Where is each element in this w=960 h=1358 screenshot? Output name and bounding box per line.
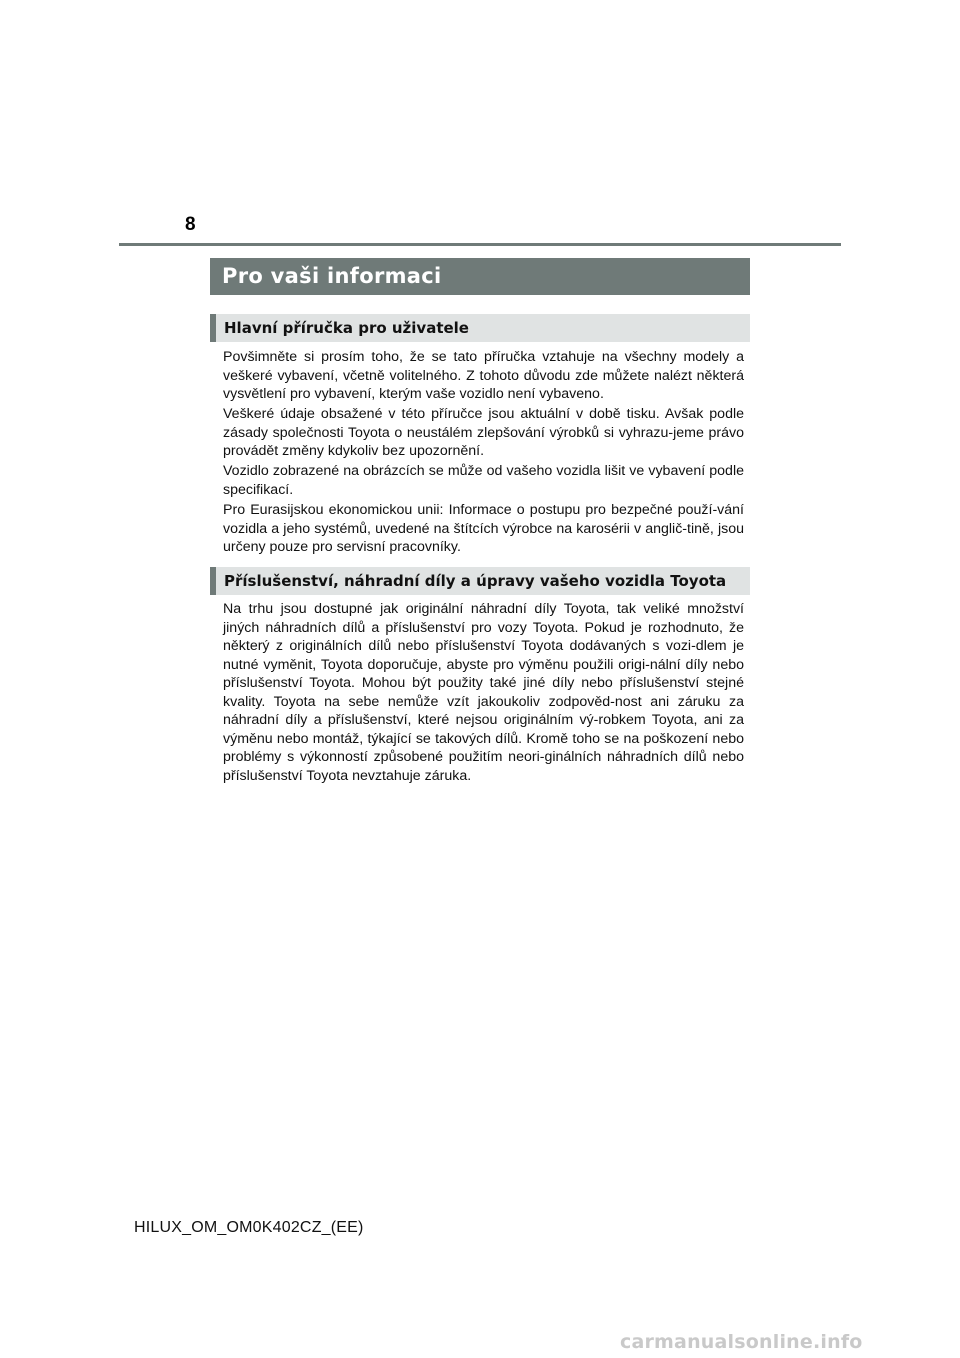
paragraph-models: Povšimněte si prosím toho, že se tato příručka vztahuje na všechny modely a veškeré vybavení, včetně volitelného. Z tohoto důvodu zde můžete nalézt některá vysvětlení pro vybavení, kterým vaše vozidlo není vybaveno. [223, 349, 744, 402]
paragraph-eurasian-union: Pro Eurasijskou ekonomickou unii: Informace o postupu pro bezpečné použí-vání vozidla a jeho systémů, uvedené na štítcích výrobce na karosérii v anglič-tině, jsou určeny pouze pro servisní pracovníky. [223, 502, 744, 555]
footer-document-code: HILUX_OM_OM0K402CZ_(EE) [134, 1219, 364, 1236]
page-number: 8 [185, 214, 196, 235]
chapter-title: Pro vaši informaci [210, 258, 750, 295]
paragraph-illustrations: Vozidlo zobrazené na obrázcích se může od vašeho vozidla lišit ve vybavení podle specifikací. [223, 463, 744, 498]
paragraph-print-date: Veškeré údaje obsažené v této příručce jsou aktuální v době tisku. Avšak podle zásady společnosti Toyota o neustálém zlepšování výrobků si vyhrazu-jeme právo provádět změny kdykoliv bez upozornění. [223, 406, 744, 459]
top-rule [119, 243, 841, 246]
paragraph-spare-parts: Na trhu jsou dostupné jak originální náhradní díly Toyota, tak veliké množství jiných náhradních dílů a příslušenství pro vozy Toyota. Pokud je rozhodnuto, že některý z originálních dílů nebo příslušenství Toyota dodávaných s vozi-dlem je nutné vyměnit, Toyota doporučuje, abyste pro výměnu použili origi-nální díly nebo příslušenství Toyota. Mohou být použity také jiné díly nebo příslušenství stejné kvality. Toyota na sebe nemůže vzít jakoukoliv zodpověd-nost ani záruku za náhradní díly a příslušenství, které nejsou originálním vý-robkem Toyota, ani za výměnu nebo montáž, týkající se takových dílů. Kromě toho se na poškození nebo problémy s výkonností způsobené použitím neori-ginálních náhradních dílů nebo příslušenství Toyota nevztahuje záruka. [223, 601, 744, 784]
section-heading-accessories: Příslušenství, náhradní díly a úpravy vašeho vozidla Toyota [210, 567, 750, 595]
watermark-text: carmanualsonline.info [620, 1331, 863, 1353]
section-heading-manual: Hlavní příručka pro uživatele [210, 314, 750, 342]
